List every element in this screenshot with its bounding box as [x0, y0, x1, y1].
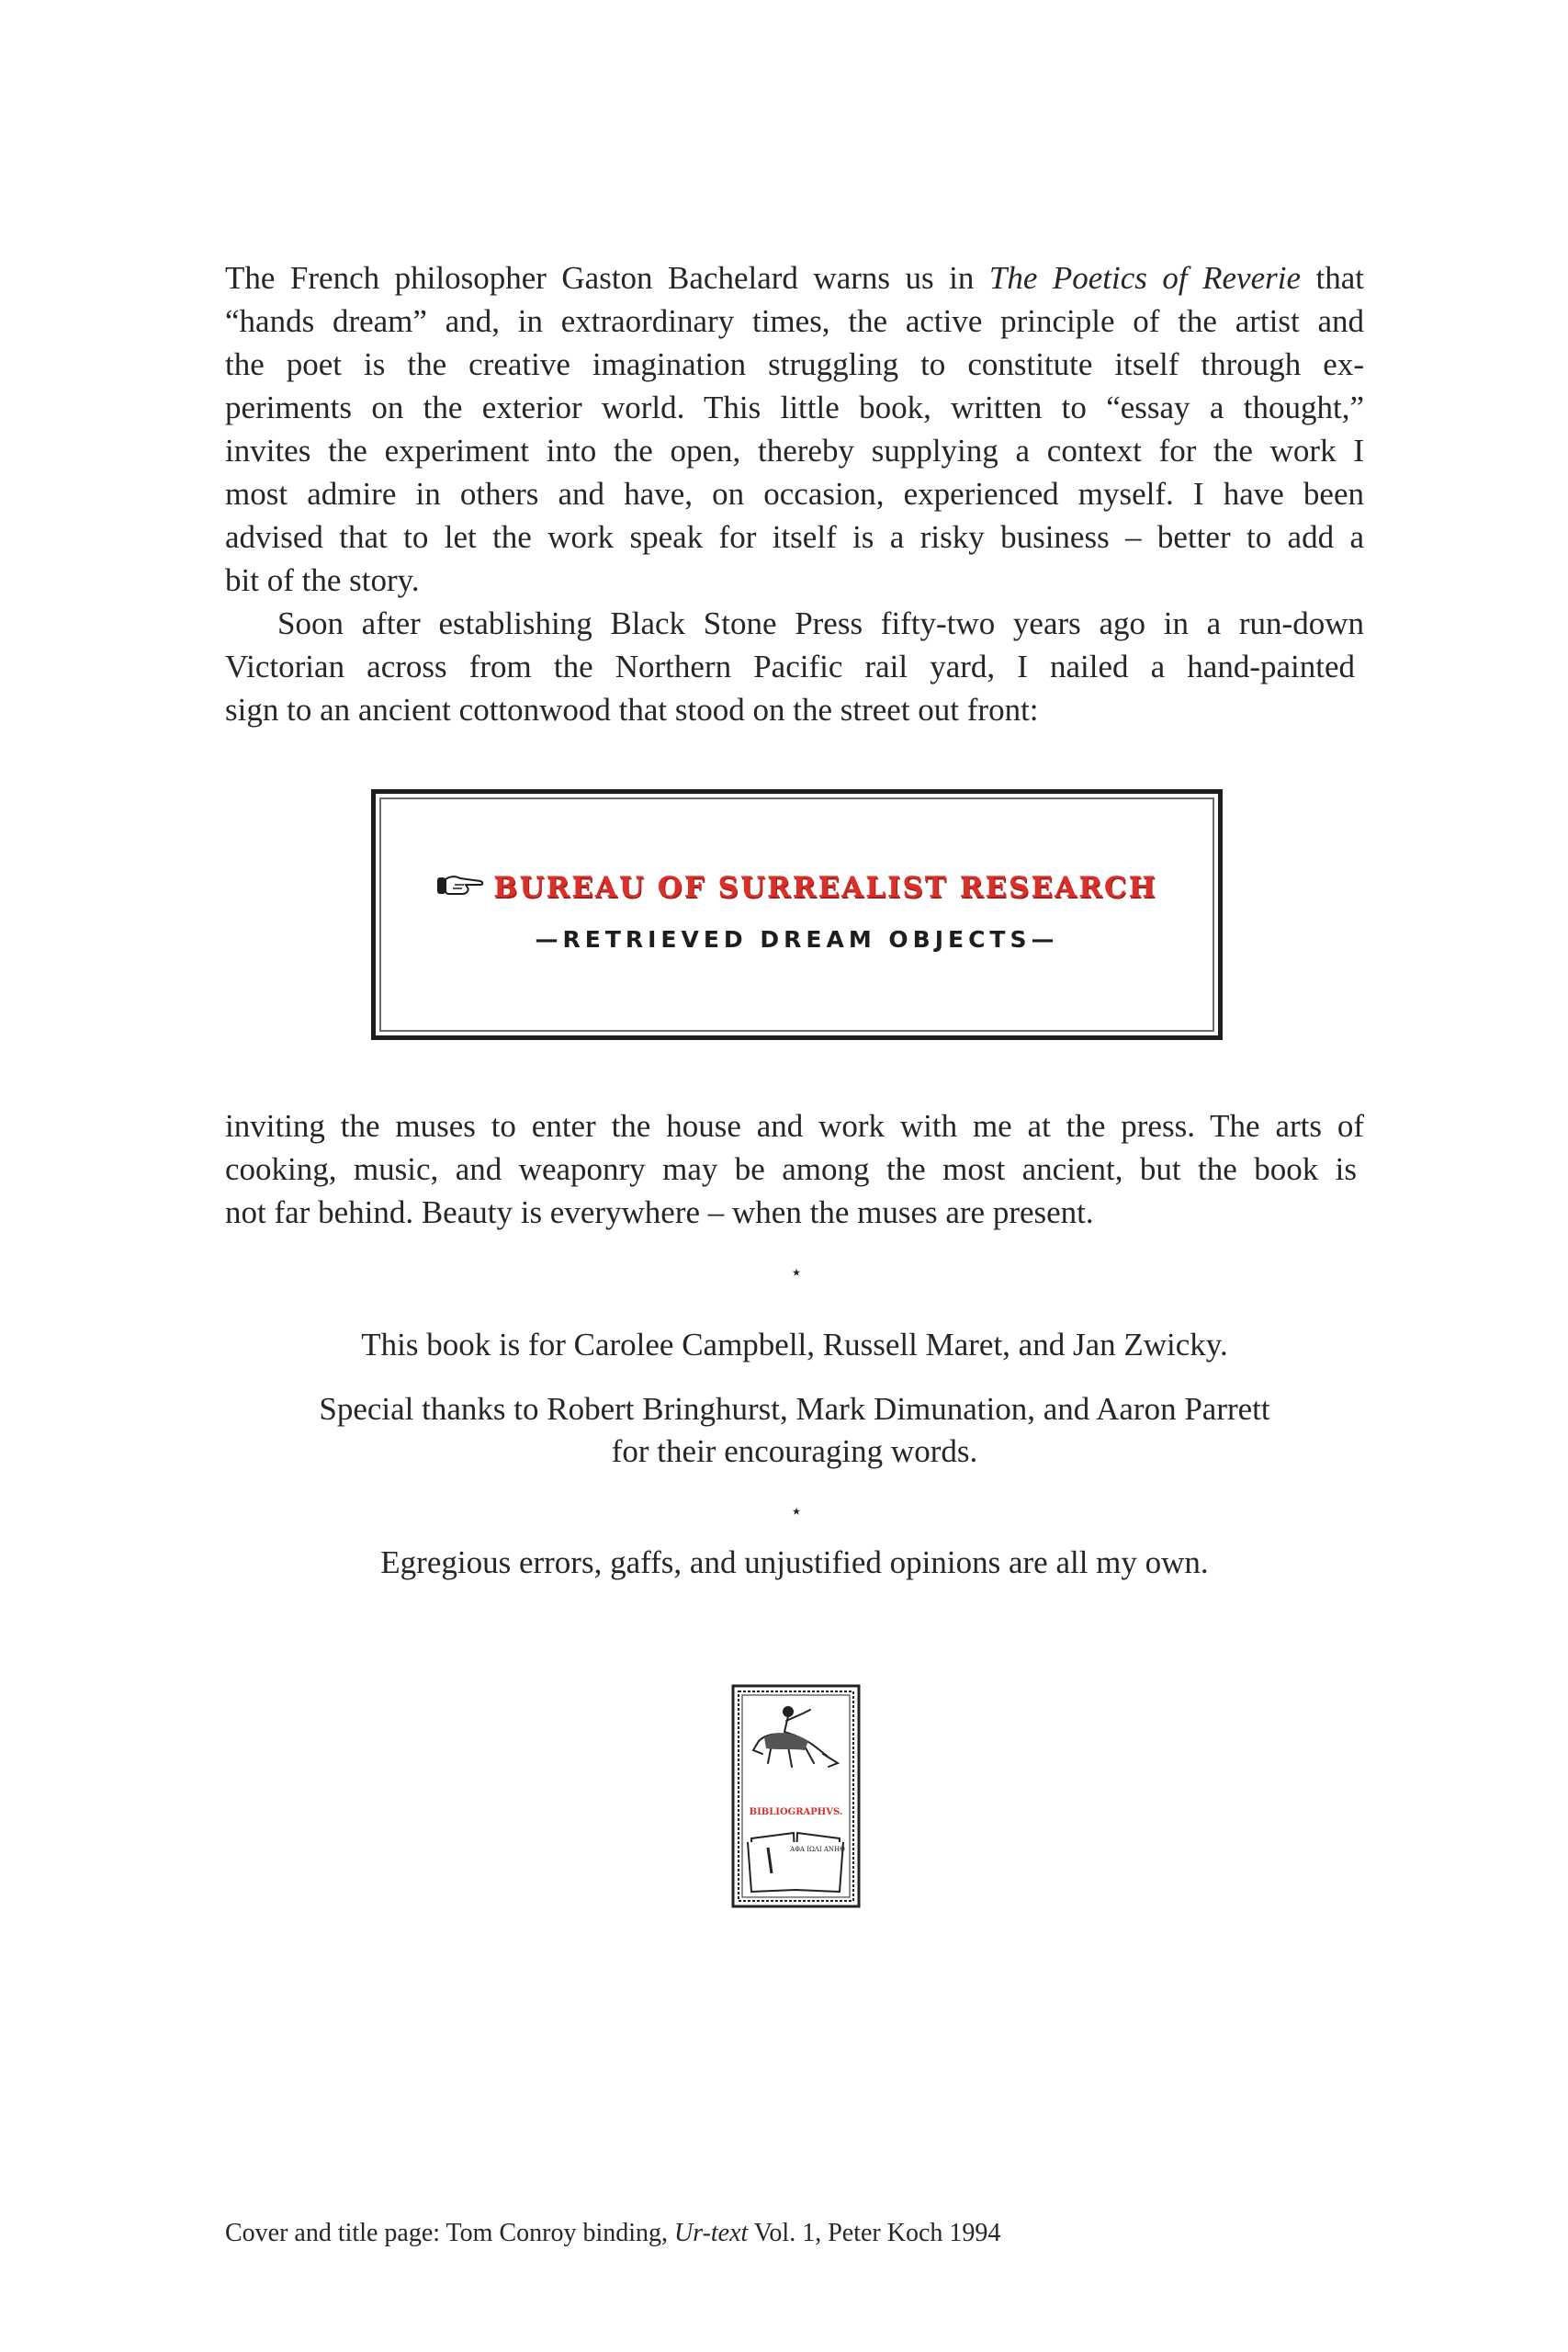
paragraph-1-line-8: bit of the story. [225, 562, 420, 598]
paragraph-1-line-5: invites the experiment into the open, thereby supplying a context for the work I [225, 433, 1364, 469]
paragraph-3-line-2: cooking, music, and weaponry may be among the most ancient, but the book is [225, 1151, 1357, 1187]
disclaimer: Egregious errors, gaffs, and unjustified opinions are all my own. [380, 1544, 1209, 1580]
thanks-line-2: for their encouraging words. [611, 1433, 978, 1469]
sign-inner-border [379, 797, 1214, 1032]
text: The French philosopher Gaston Bachelard warns us in [225, 260, 989, 296]
paragraph-1-line-7: advised that to let the work speak for itself is a risky business – better to add a [225, 519, 1364, 555]
thanks-line-1: Special thanks to Robert Bringhurst, Mark Dimunation, and Aaron Parrett [319, 1391, 1270, 1427]
paragraph-1-line-2: “hands dream” and, in extraordinary times, the active principle of the artist and [225, 303, 1364, 339]
bureau-sign [371, 789, 1223, 1040]
paragraph-1-line-3: the poet is the creative imagination struggling to constitute itself through ex- [225, 346, 1364, 382]
dedication: This book is for Carolee Campbell, Russell Maret, and Jan Zwicky. [361, 1327, 1228, 1363]
sign-title: BUREAU OF SURREALIST RESEARCH [493, 871, 1157, 904]
bookplate-icon [731, 1684, 861, 1908]
separator-star-icon: ⋆ [790, 1261, 803, 1283]
cover-credit [225, 2217, 1000, 2250]
book-title: Ur-text [674, 2219, 749, 2247]
book-title: The Poetics of Reverie [988, 260, 1302, 296]
text: that [1301, 260, 1365, 296]
bookplate-book-text: ΑΦΑ ΙΩΛΙ ΑΝΗΘ [790, 1846, 845, 1853]
paragraph-2-line-3: sign to an ancient cottonwood that stood on the street out front: [225, 692, 1039, 728]
separator-star-icon: ⋆ [790, 1499, 803, 1522]
pointing-hand-icon [436, 872, 484, 904]
paragraph-2-line-2: Victorian across from the Northern Pacific rail yard, I nailed a hand-painted [225, 649, 1355, 684]
paragraph-2-line-1: Soon after establishing Black Stone Press fifty-two years ago in a run-down [277, 605, 1364, 641]
paragraph-1-line-1 [225, 256, 1364, 300]
paragraph-1-line-6: most admire in others and have, on occasion, experienced myself. I have been [225, 476, 1364, 512]
paragraph-3-line-1: inviting the muses to enter the house and work with me at the press. The arts of [225, 1108, 1364, 1144]
sign-title-row [376, 871, 1218, 904]
bookplate-image [731, 1684, 861, 1908]
sign-subtitle: —RETRIEVED DREAM OBJECTS— [535, 926, 1059, 953]
text: Vol. 1, Peter Koch 1994 [748, 2219, 1001, 2247]
paragraph-1-line-4: periments on the exterior world. This little book, written to “essay a thought,” [225, 390, 1364, 425]
paragraph-3-line-3: not far behind. Beauty is everywhere – when the muses are present. [225, 1194, 1094, 1230]
bookplate-label: BIBLIOGRAPHVS. [749, 1807, 843, 1817]
text: Cover and title page: Tom Conroy binding, [225, 2219, 675, 2247]
